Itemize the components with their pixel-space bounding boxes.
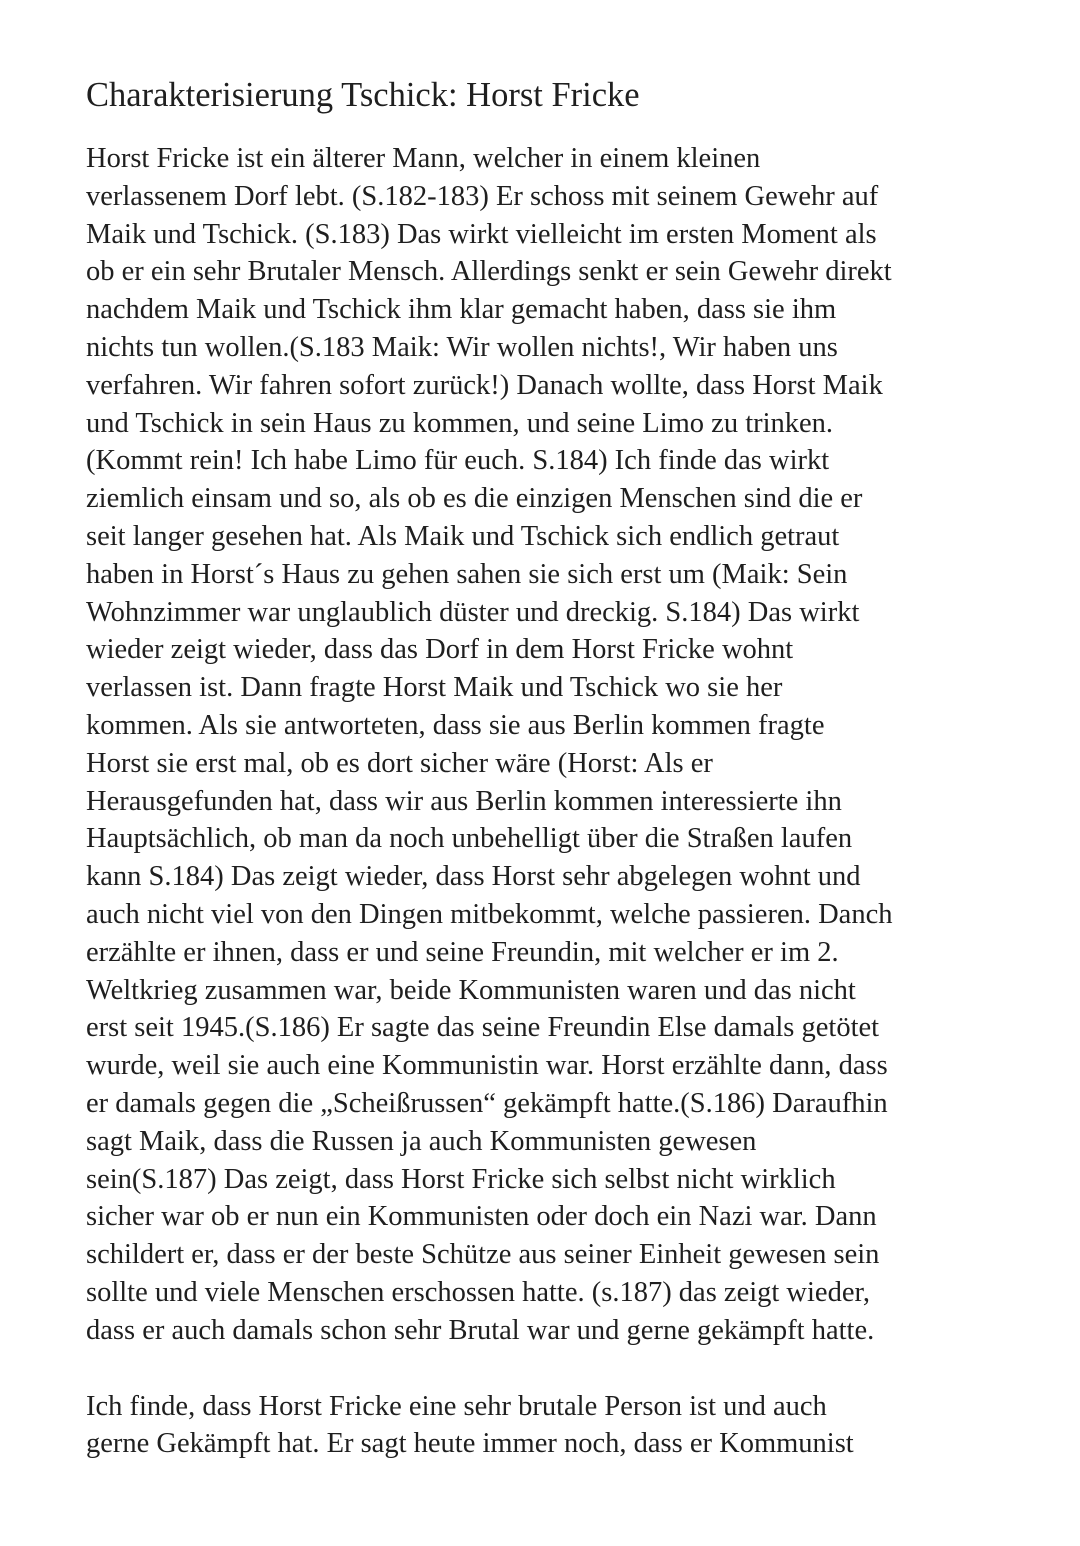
text-line: Maik und Tschick. (S.183) Das wirkt vielleicht im ersten Moment als <box>86 218 877 250</box>
text-line: sicher war ob er nun ein Kommunisten oder doch ein Nazi war. Dann <box>86 1201 877 1233</box>
text-line: erst seit 1945.(S.186) Er sagte das seine Freundin Else damals getötet <box>86 1012 880 1044</box>
text-line: Horst sie erst mal, ob es dort sicher wäre (Horst: Als er <box>86 747 713 779</box>
text-line: ob er ein sehr Brutaler Mensch. Allerdings senkt er sein Gewehr direkt <box>86 256 892 288</box>
text-line: Hauptsächlich, ob man da noch unbehelligt über die Straßen laufen <box>86 823 853 855</box>
text-line: kann S.184) Das zeigt wieder, dass Horst sehr abgelegen wohnt und <box>86 861 861 893</box>
text-line: und Tschick in sein Haus zu kommen, und seine Limo zu trinken. <box>86 407 834 439</box>
text-line: verfahren. Wir fahren sofort zurück!) Danach wollte, dass Horst Maik <box>86 369 883 401</box>
document-title: Charakterisierung Tschick: Horst Fricke <box>86 76 640 114</box>
text-line: verlassen ist. Dann fragte Horst Maik und Tschick wo sie her <box>86 672 783 704</box>
document-page <box>86 74 1026 1463</box>
text-line: dass er auch damals schon sehr Brutal war und gerne gekämpft hatte. <box>86 1314 875 1346</box>
text-line: kommen. Als sie antworteten, dass sie aus Berlin kommen fragte <box>86 709 825 741</box>
text-line: (Kommt rein! Ich habe Limo für euch. S.184) Ich finde das wirkt <box>86 445 830 477</box>
text-line: Horst Fricke ist ein älterer Mann, welcher in einem kleinen <box>86 143 761 174</box>
text-line: verlassenem Dorf lebt. (S.182-183) Er schoss mit seinem Gewehr auf <box>86 180 879 212</box>
text-line: sagt Maik, dass die Russen ja auch Kommunisten gewesen <box>86 1125 757 1157</box>
text-line: wurde, weil sie auch eine Kommunistin war. Horst erzählte dann, dass <box>86 1050 888 1082</box>
text-line: er damals gegen die „Scheißrussen“ gekämpft hatte.(S.186) Daraufhin <box>86 1087 888 1119</box>
paragraph-spacer <box>86 1350 1026 1388</box>
text-line: Herausgefunden hat, dass wir aus Berlin kommen interessierte ihn <box>86 785 842 817</box>
text-line: seit langer gesehen hat. Als Maik und Tschick sich endlich getraut <box>86 520 840 552</box>
text-line: nichts tun wollen.(S.183 Maik: Wir wollen nichts!, Wir haben uns <box>86 331 838 363</box>
text-line: Ich finde, dass Horst Fricke eine sehr brutale Person ist und auch <box>86 1390 827 1422</box>
text-line: Weltkrieg zusammen war, beide Kommunisten waren und das nicht <box>86 974 856 1006</box>
text-line: haben in Horst´s Haus zu gehen sahen sie sich erst um (Maik: Sein <box>86 558 848 590</box>
paragraph-opinion <box>86 1388 1026 1464</box>
text-line: erzählte er ihnen, dass er und seine Freundin, mit welcher er im 2. <box>86 936 839 968</box>
text-line: schildert er, dass er der beste Schütze aus seiner Einheit gewesen sein <box>86 1239 880 1271</box>
text-line: Wohnzimmer war unglaublich düster und dreckig. S.184) Das wirkt <box>86 596 860 628</box>
paragraph-characterization <box>86 140 1026 1350</box>
text-line: wieder zeigt wieder, dass das Dorf in dem Horst Fricke wohnt <box>86 634 794 666</box>
text-line: gerne Gekämpft hat. Er sagt heute immer noch, dass er Kommunist <box>86 1428 854 1460</box>
text-line: nachdem Maik und Tschick ihm klar gemacht haben, dass sie ihm <box>86 294 837 326</box>
text-line: sein(S.187) Das zeigt, dass Horst Fricke sich selbst nicht wirklich <box>86 1163 836 1195</box>
text-line: sollte und viele Menschen erschossen hatte. (s.187) das zeigt wieder, <box>86 1276 870 1308</box>
text-line: auch nicht viel von den Dingen mitbekommt, welche passieren. Danch <box>86 898 893 930</box>
text-line: ziemlich einsam und so, als ob es die einzigen Menschen sind die er <box>86 483 863 515</box>
